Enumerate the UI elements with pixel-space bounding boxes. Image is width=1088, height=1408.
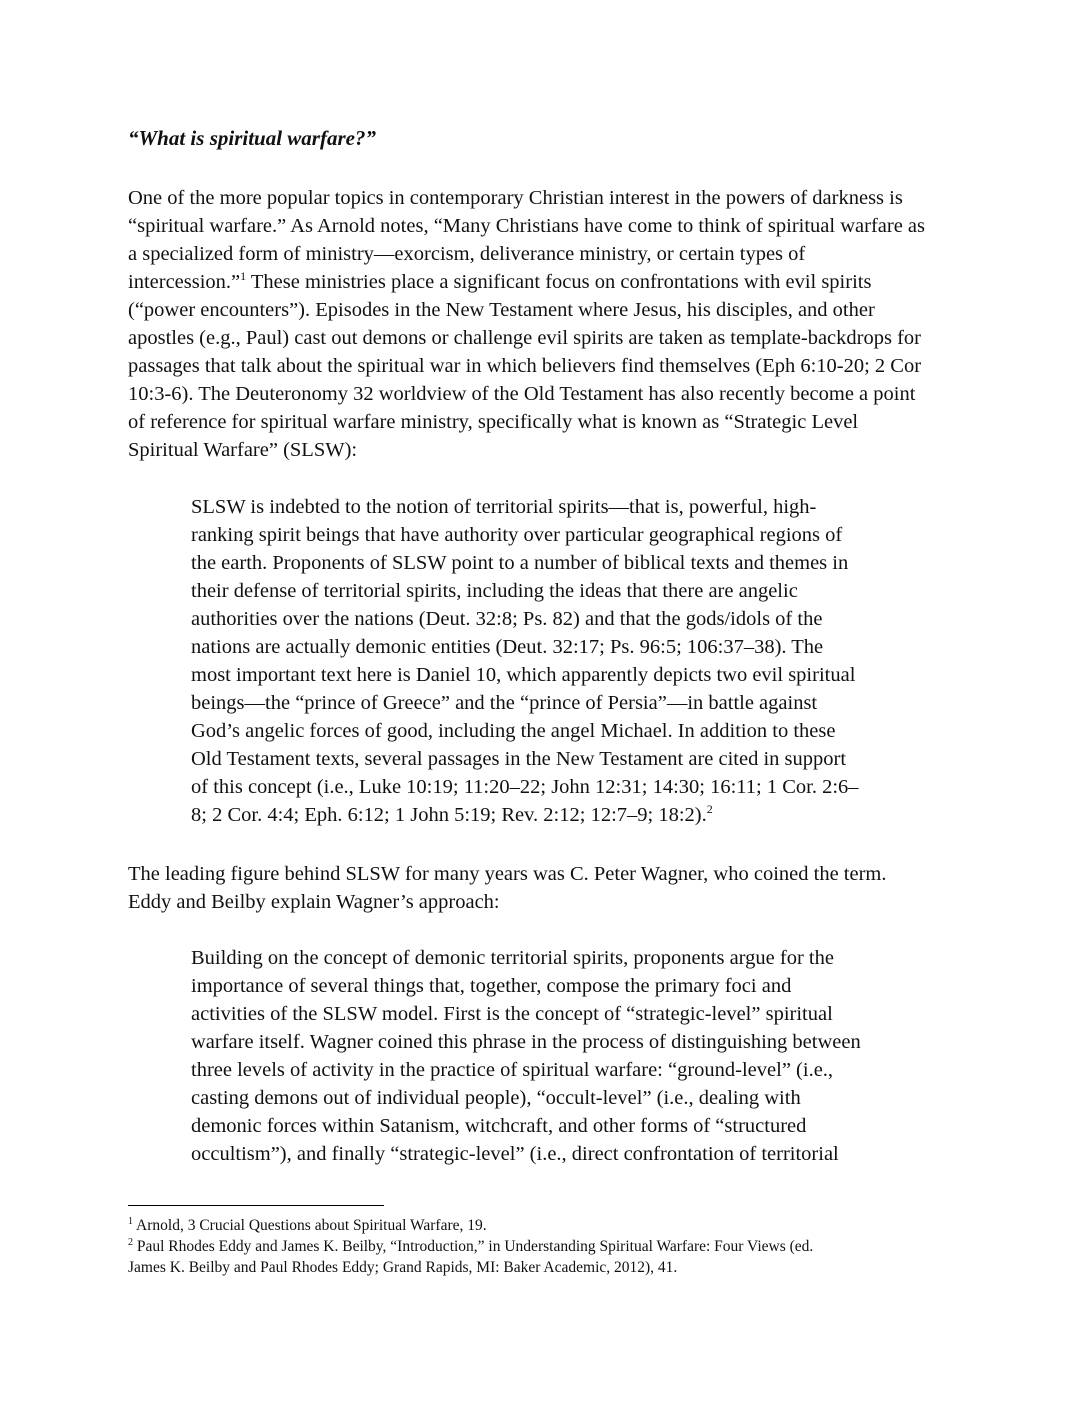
text-line: One of the more popular topics in contemporary Christian interest in the powers of darkness is xyxy=(128,187,903,209)
text-line: passages that talk about the spiritual war in which believers find themselves (Eph 6:10-20; 2 Cor xyxy=(128,355,922,377)
quote-line: Old Testament texts, several passages in the New Testament are cited in support xyxy=(191,748,847,770)
footnote-separator xyxy=(128,1205,384,1206)
text-line: apostles (e.g., Paul) cast out demons or challenge evil spirits are taken as template-backdrops for xyxy=(128,327,921,349)
text-fragment: intercession.” xyxy=(128,271,241,293)
quote-line: Building on the concept of demonic territorial spirits, proponents argue for the xyxy=(191,947,834,969)
quote-line: nations are actually demonic entities (Deut. 32:17; Ps. 96:5; 106:37–38). The xyxy=(191,636,824,658)
quote-line: the earth. Proponents of SLSW point to a number of biblical texts and themes in xyxy=(191,552,849,574)
quote-line: warfare itself. Wagner coined this phrase in the process of distinguishing between xyxy=(191,1031,861,1053)
text-line: (“power encounters”). Episodes in the New Testament where Jesus, his disciples, and other xyxy=(128,299,875,321)
quote-line: ranking spirit beings that have authority over particular geographical regions of xyxy=(191,524,843,546)
quote-line: casting demons out of individual people), “occult-level” (i.e., dealing with xyxy=(191,1087,801,1109)
text-line: of reference for spiritual warfare ministry, specifically what is known as “Strategic Level xyxy=(128,411,859,433)
quote-line: of this concept (i.e., Luke 10:19; 11:20–22; John 12:31; 14:30; 16:11; 1 Cor. 2:6– xyxy=(191,776,859,798)
body-paragraph-1 xyxy=(128,184,968,464)
text-line: The leading figure behind SLSW for many years was C. Peter Wagner, who coined the term. xyxy=(128,863,887,885)
footnote-ref-2[interactable]: 2 xyxy=(706,802,713,817)
footnote-text: Arnold, 3 Crucial Questions about Spiritual Warfare, 19. xyxy=(136,1217,487,1234)
quote-line: importance of several things that, together, compose the primary foci and xyxy=(191,975,792,997)
text-fragment: These ministries place a significant focus on confrontations with evil spirits xyxy=(246,271,872,293)
quote-line: most important text here is Daniel 10, which apparently depicts two evil spiritual xyxy=(191,664,856,686)
quote-line: God’s angelic forces of good, including the angel Michael. In addition to these xyxy=(191,720,836,742)
quote-line: demonic forces within Satanism, witchcraft, and other forms of “structured xyxy=(191,1115,807,1137)
quote-line: three levels of activity in the practice of spiritual warfare: “ground-level” (i.e., xyxy=(191,1059,834,1081)
footnote-text: Paul Rhodes Eddy and James K. Beilby, “Introduction,” in Understanding Spiritual Warfare: Four Views (ed. xyxy=(136,1238,814,1255)
text-line: 10:3-6). The Deuteronomy 32 worldview of the Old Testament has also recently become a point xyxy=(128,383,916,405)
quote-line: their defense of territorial spirits, including the ideas that there are angelic xyxy=(191,580,798,602)
quote-line: activities of the SLSW model. First is the concept of “strategic-level” spiritual xyxy=(191,1003,833,1025)
body-paragraph-2 xyxy=(128,860,968,916)
footnote-1 xyxy=(128,1215,968,1236)
block-quote-2 xyxy=(191,944,903,1168)
text-line: a specialized form of ministry—exorcism, deliverance ministry, or certain types of xyxy=(128,243,806,265)
block-quote-1 xyxy=(191,493,903,829)
footnotes xyxy=(128,1215,968,1278)
footnote-ref-1[interactable]: 1 xyxy=(240,269,247,284)
text-line: Spiritual Warfare” (SLSW): xyxy=(128,439,358,461)
footnote-number: 1 xyxy=(128,1215,133,1227)
quote-line xyxy=(191,801,903,829)
footnote-2 xyxy=(128,1236,968,1257)
footnote-2-continuation: James K. Beilby and Paul Rhodes Eddy; Grand Rapids, MI: Baker Academic, 2012), 41. xyxy=(128,1259,678,1276)
text-line xyxy=(128,268,968,296)
text-line: Eddy and Beilby explain Wagner’s approach: xyxy=(128,891,500,913)
quote-line: beings—the “prince of Greece” and the “prince of Persia”—in battle against xyxy=(191,692,818,714)
text-line: “spiritual warfare.” As Arnold notes, “Many Christians have come to think of spiritual warfare as xyxy=(128,215,925,237)
quote-line: authorities over the nations (Deut. 32:8; Ps. 82) and that the gods/idols of the xyxy=(191,608,823,630)
text-fragment: 8; 2 Cor. 4:4; Eph. 6:12; 1 John 5:19; Rev. 2:12; 12:7–9; 18:2). xyxy=(191,804,707,826)
quote-line: occultism”), and finally “strategic-level” (i.e., direct confrontation of territorial xyxy=(191,1143,839,1165)
section-heading: “What is spiritual warfare?” xyxy=(128,126,376,150)
quote-line: SLSW is indebted to the notion of territorial spirits—that is, powerful, high- xyxy=(191,496,817,518)
footnote-number: 2 xyxy=(128,1236,133,1248)
